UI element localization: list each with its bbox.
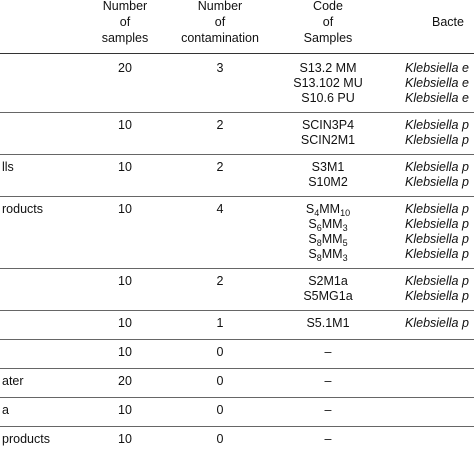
code-cell: $S_8MM_3$ <box>308 247 348 263</box>
contamination-cell: 2 <box>216 160 224 174</box>
contamination-cell: 4 <box>216 202 224 216</box>
samples-cell: 10 <box>118 316 132 330</box>
header-contamination <box>165 0 275 46</box>
code-cell: S13.2 MM <box>299 61 357 75</box>
code-cell: – <box>324 403 332 417</box>
category-cell: lls <box>2 160 14 174</box>
code-cell: – <box>324 374 332 388</box>
samples-cell: 10 <box>118 118 132 132</box>
contamination-cell: 1 <box>216 316 224 330</box>
samples-cell: 20 <box>118 374 132 388</box>
bacteria-cell: Klebsiella p <box>405 316 469 330</box>
row-divider <box>0 310 474 311</box>
code-cell: S13.102 MU <box>293 76 363 90</box>
category-cell: products <box>2 432 50 446</box>
bacteria-cell: Klebsiella p <box>405 274 469 288</box>
samples-cell: 10 <box>118 160 132 174</box>
bacteria-cell: Klebsiella p <box>405 202 469 216</box>
header-contamination-line: Number <box>197 0 243 13</box>
bacteria-cell: Klebsiella e <box>405 61 469 75</box>
header-samples-line: samples <box>101 31 149 45</box>
code-cell: – <box>324 432 332 446</box>
code-cell: S5MG1a <box>303 289 353 303</box>
code-cell: S3M1 <box>311 160 345 174</box>
row-divider <box>0 339 474 340</box>
header-samples <box>85 0 165 46</box>
code-cell: – <box>324 345 332 359</box>
code-cell: S10.6 PU <box>301 91 355 105</box>
category-cell: a <box>2 403 9 417</box>
header-contamination-line: of <box>214 15 226 29</box>
samples-cell: 20 <box>118 61 132 75</box>
contamination-cell: 0 <box>216 432 224 446</box>
bacteria-cell: Klebsiella p <box>405 133 469 147</box>
row-divider <box>0 426 474 427</box>
contamination-cell: 3 <box>216 61 224 75</box>
contamination-cell: 2 <box>216 118 224 132</box>
row-divider <box>0 368 474 369</box>
header-code-line: of <box>322 15 334 29</box>
header-samples-line: Number <box>102 0 148 13</box>
samples-cell: 10 <box>118 345 132 359</box>
bacteria-cell: Klebsiella e <box>405 76 469 90</box>
header-rule <box>0 53 474 54</box>
header-bacteria <box>432 14 464 30</box>
row-divider <box>0 268 474 269</box>
bacteria-cell: Klebsiella p <box>405 175 469 189</box>
bacteria-cell: Klebsiella p <box>405 118 469 132</box>
samples-cell: 10 <box>118 202 132 216</box>
code-cell: SCIN3P4 <box>301 118 355 132</box>
code-cell: S10M2 <box>308 175 348 189</box>
samples-cell: 10 <box>118 403 132 417</box>
bacteria-cell: Klebsiella p <box>405 289 469 303</box>
bacteria-cell: Klebsiella p <box>405 247 469 261</box>
contamination-cell: 0 <box>216 345 224 359</box>
header-code-line: Samples <box>303 31 353 45</box>
contamination-cell: 2 <box>216 274 224 288</box>
category-cell: ater <box>2 374 24 388</box>
code-cell: $S_6MM_3$ <box>308 217 348 233</box>
row-divider <box>0 154 474 155</box>
bacteria-cell: Klebsiella p <box>405 232 469 246</box>
code-cell: $S_8MM_5$ <box>308 232 348 248</box>
samples-cell: 10 <box>118 274 132 288</box>
row-divider <box>0 112 474 113</box>
header-contamination-line: contamination <box>181 31 259 45</box>
category-cell: roducts <box>2 202 43 216</box>
bacteria-cell: Klebsiella p <box>405 160 469 174</box>
contamination-cell: 0 <box>216 403 224 417</box>
code-cell: S2M1a <box>308 274 348 288</box>
bacteria-cell: Klebsiella e <box>405 91 469 105</box>
code-cell: $S_4MM_{10}$ <box>305 202 351 218</box>
header-code-line: Code <box>313 0 343 13</box>
code-cell: SCIN2M1 <box>300 133 356 147</box>
bacteria-cell: Klebsiella p <box>405 217 469 231</box>
header-code <box>278 0 378 46</box>
header-samples-line: of <box>119 15 131 29</box>
row-divider <box>0 397 474 398</box>
row-divider <box>0 196 474 197</box>
contamination-cell: 0 <box>216 374 224 388</box>
header-bacteria-text: Bacte <box>432 15 464 29</box>
code-cell: S5.1M1 <box>306 316 350 330</box>
samples-cell: 10 <box>118 432 132 446</box>
